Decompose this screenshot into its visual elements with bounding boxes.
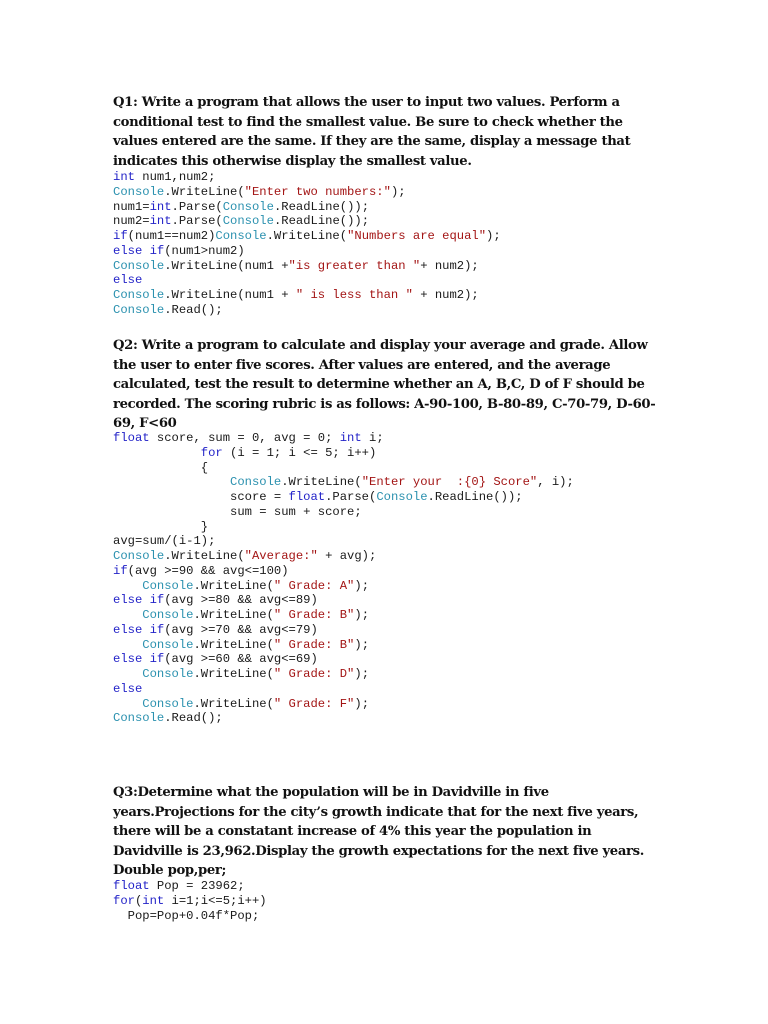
code-token: for: [113, 893, 135, 908]
code-line: [113, 894, 267, 908]
code-token: .Read();: [164, 302, 223, 317]
code-token: int: [339, 431, 362, 445]
code-token: [113, 475, 230, 489]
code-line: [113, 446, 376, 460]
code-line: [113, 461, 208, 475]
code-token: int: [149, 199, 172, 214]
code-token: [113, 446, 201, 460]
code-token: .WriteLine(: [164, 184, 245, 199]
code-token: i=1;i<=5;i++): [164, 893, 267, 908]
code-line: [113, 288, 479, 302]
code-token: .ReadLine());: [273, 199, 370, 214]
code-token: if: [113, 563, 128, 578]
code-token: .WriteLine(: [193, 608, 274, 622]
q3-declaration: Double pop,per;: [113, 863, 227, 878]
code-token: {: [113, 460, 209, 475]
code-token: else if: [113, 243, 165, 258]
code-line: [113, 879, 245, 893]
code-token: num2=: [113, 214, 150, 229]
code-line: [113, 214, 369, 228]
code-line: [113, 667, 369, 681]
code-token: .Parse(: [325, 490, 377, 504]
code-line: [113, 520, 208, 534]
code-line: [113, 303, 223, 317]
code-token: );: [354, 637, 370, 652]
code-token: float: [288, 490, 326, 504]
code-line: [113, 273, 142, 287]
code-token: " Grade: A": [273, 578, 355, 593]
q2-question: Q2: Write a program to calculate and display your average and grade. Allow the user to enter five scores. After values are entered, and the average calculated, test the result to determine whether an A, B,C, D of F should be recorded. The scoring rubric is as follows: A-90-100, B-80-89, C-70-79, D-60-69, F<60: [113, 338, 656, 431]
q1-question: Q1: Write a program that allows the user to input two values. Perform a conditional test to find the smallest value. Be sure to check whether the values entered are the same. If they are the same, display a message that indicates this otherwise display the smallest value.: [113, 95, 631, 169]
code-token: i;: [361, 431, 384, 445]
code-token: (avg >=90 && avg<=100): [127, 563, 289, 578]
code-token: );: [354, 667, 370, 681]
code-token: [113, 608, 142, 622]
code-token: "Average:": [244, 549, 318, 563]
code-token: Console: [113, 184, 165, 199]
code-token: else: [113, 273, 143, 288]
code-token: Console: [142, 667, 194, 681]
q2-code-block: [113, 431, 574, 726]
code-token: );: [354, 696, 370, 711]
code-line: [113, 652, 318, 666]
code-token: else: [113, 681, 143, 696]
code-token: + num2);: [412, 288, 479, 302]
code-token: + avg);: [317, 549, 377, 563]
code-token: .WriteLine(: [193, 667, 274, 681]
code-token: (i = 1; i <= 5; i++): [222, 445, 377, 460]
code-token: (num1==num2): [127, 229, 216, 243]
code-line: [113, 682, 142, 696]
code-token: " Grade: D": [273, 667, 355, 681]
code-token: score, sum = 0, avg = 0;: [149, 431, 340, 445]
q3-code-block: [113, 879, 267, 923]
code-token: .WriteLine(: [193, 578, 274, 593]
code-token: Console: [142, 608, 194, 622]
code-token: float: [113, 879, 150, 893]
code-token: );: [354, 578, 370, 593]
code-token: else if: [113, 593, 165, 608]
code-token: .ReadLine());: [427, 490, 523, 504]
code-token: (: [134, 893, 143, 908]
code-line: [113, 475, 574, 489]
code-token: sum = sum + score;: [113, 504, 362, 519]
code-token: Console: [113, 302, 165, 317]
code-token: score =: [113, 490, 289, 504]
code-token: int: [142, 893, 165, 908]
code-token: " Grade: B": [273, 637, 355, 652]
code-line: [113, 170, 215, 184]
code-token: .WriteLine(: [164, 549, 245, 563]
code-token: int: [113, 170, 135, 184]
code-line: [113, 259, 479, 273]
code-token: "Enter your :{0} Score": [361, 475, 538, 490]
code-token: Console: [113, 288, 165, 302]
code-line: [113, 549, 376, 563]
code-line: [113, 244, 245, 258]
code-token: if: [113, 229, 128, 243]
code-line: [113, 593, 318, 607]
code-token: Pop=Pop+0.04f*Pop;: [113, 908, 260, 923]
code-token: }: [113, 519, 209, 534]
code-token: int: [149, 214, 172, 229]
code-token: [113, 638, 142, 652]
code-token: Pop = 23962;: [149, 879, 245, 893]
code-token: "Enter two numbers:": [244, 184, 391, 199]
code-line: [113, 185, 406, 199]
code-token: Console: [113, 711, 165, 726]
code-token: num1=: [113, 199, 150, 214]
code-line: [113, 623, 318, 637]
code-token: .WriteLine(: [193, 696, 274, 711]
code-line: [113, 534, 215, 548]
code-token: [113, 667, 142, 681]
code-token: Console: [215, 229, 267, 243]
code-token: float: [113, 431, 150, 445]
code-token: (num1>num2): [164, 243, 245, 258]
code-line: [113, 697, 369, 711]
q3-question: Q3:Determine what the population will be in Davidville in five years.Projections for the city’s growth indicate that for the next five years, there will be a constatant increase of 4% this year the population in Davidville is 23,962.Display the growth expectations for the next five years.: [113, 785, 644, 859]
code-line: [113, 505, 362, 519]
code-token: .Parse(: [171, 199, 223, 214]
code-token: Console: [230, 475, 282, 490]
code-token: " Grade: F": [273, 696, 355, 711]
code-line: [113, 638, 369, 652]
code-token: );: [486, 229, 501, 243]
code-line: [113, 490, 523, 504]
code-token: .Parse(: [171, 214, 223, 229]
code-token: "Numbers are equal": [347, 229, 487, 243]
code-token: (avg >=60 && avg<=69): [164, 652, 318, 667]
code-token: Console: [222, 214, 274, 229]
code-token: else if: [113, 652, 165, 667]
code-token: + num2);: [420, 258, 479, 273]
code-line: [113, 564, 289, 578]
code-token: (avg >=70 && avg<=79): [164, 622, 318, 637]
code-token: .WriteLine(: [281, 475, 362, 490]
code-line: [113, 431, 384, 445]
code-token: .WriteLine(num1 +: [164, 288, 296, 302]
code-token: Console: [376, 490, 428, 504]
code-token: avg=sum/(i-1);: [113, 534, 216, 549]
code-token: Console: [142, 578, 194, 593]
code-token: );: [390, 184, 406, 199]
code-token: .ReadLine());: [273, 214, 370, 229]
code-token: Console: [142, 696, 194, 711]
code-token: Console: [142, 637, 194, 652]
q1-code-block: [113, 170, 501, 318]
code-line: [113, 909, 259, 923]
code-token: "is greater than ": [288, 258, 421, 273]
code-token: , i);: [537, 475, 574, 490]
code-line: [113, 608, 369, 622]
code-token: " is less than ": [295, 288, 413, 302]
code-token: for: [200, 445, 223, 460]
code-token: .WriteLine(num1 +: [164, 258, 289, 273]
code-line: [113, 229, 501, 243]
code-token: else if: [113, 622, 165, 637]
code-line: [113, 200, 369, 214]
code-token: .Read();: [164, 711, 223, 726]
code-token: .WriteLine(: [193, 637, 274, 652]
code-token: num1,num2;: [134, 170, 216, 184]
code-token: (avg >=80 && avg<=89): [164, 593, 318, 608]
code-token: );: [354, 608, 370, 622]
code-token: Console: [113, 258, 165, 273]
code-token: " Grade: B": [273, 608, 355, 622]
code-token: [113, 697, 142, 711]
code-token: Console: [222, 199, 274, 214]
code-token: [113, 579, 142, 593]
code-line: [113, 579, 369, 593]
code-token: .WriteLine(: [266, 229, 348, 243]
code-token: Console: [113, 549, 165, 563]
code-line: [113, 711, 223, 725]
